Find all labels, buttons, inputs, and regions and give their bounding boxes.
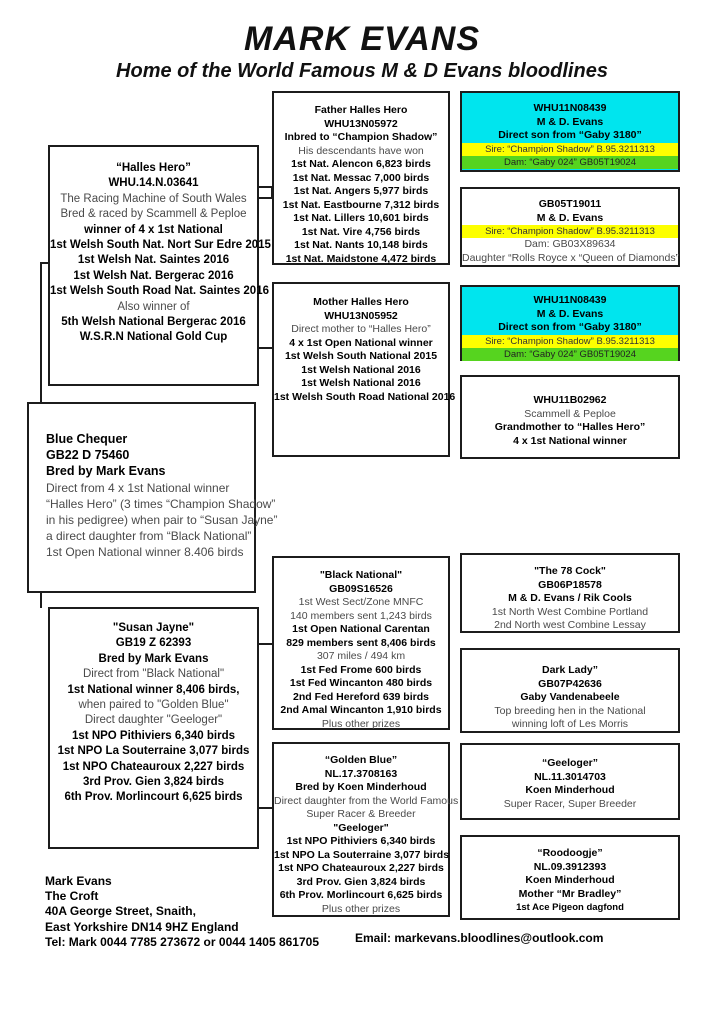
pedigree-line: 1st Nat. Angers 5,977 birds <box>293 185 429 197</box>
pedigree-line: M & D. Evans / Rik Cools <box>508 592 632 604</box>
contact-block <box>45 874 319 950</box>
pedigree-line: WHU.14.N.03641 <box>108 177 199 190</box>
pedigree-line: when paired to "Golden Blue" <box>78 699 229 712</box>
pedigree-line: 2nd North west Combine Lessay <box>494 619 646 631</box>
pedigree-line: "The 78 Cock" <box>534 565 606 577</box>
pedigree-line: 829 members sent 8,406 birds <box>286 636 436 649</box>
pedigree-box-the-78-cock <box>460 553 680 633</box>
pedigree-line: GB07P42636 <box>538 677 602 690</box>
pedigree-line: 1st Nat. Nants 10,148 birds <box>294 239 428 251</box>
pedigree-line: Plus other prizes <box>321 717 401 730</box>
pedigree-line: 1st Nat. Lillers 10,601 birds <box>293 212 429 224</box>
pedigree-line: 1st Nat. Vire 4,756 birds <box>301 225 421 238</box>
pedigree-box-susan-jayne <box>48 607 259 849</box>
pedigree-box-blue-chequer <box>27 402 278 593</box>
pedigree-line: 1st NPO La Souterraine 3,077 birds <box>57 745 250 758</box>
pedigree-box-dark-lady <box>460 648 680 733</box>
pedigree-line: Direct from 4 x 1st National winner <box>46 480 230 495</box>
pedigree-line: "Susan Jayne" <box>112 622 195 634</box>
pedigree-line: 5th Welsh National Bergerac 2016 <box>61 316 246 329</box>
pedigree-line: Mark Evans <box>45 874 112 888</box>
pedigree-line: GB06P18578 <box>538 578 602 591</box>
pedigree-line: winner of 4 x 1st National <box>84 223 223 236</box>
pedigree-line: 1st NPO Chateauroux 2,227 birds <box>62 760 245 773</box>
pedigree-line: Mother Halles Hero <box>313 296 409 308</box>
pedigree-line: “Roodoogje” <box>537 847 603 859</box>
pedigree-line: 1st Ace Pigeon dagfond <box>516 902 624 913</box>
pedigree-line: 1st Welsh South National 2015 <box>284 350 438 362</box>
pedigree-line: “Geeloger” <box>541 757 599 769</box>
pedigree-line: Scammell & Peploe <box>524 407 616 420</box>
pedigree-line: 3rd Prov. Gien 3,824 birds <box>296 875 426 888</box>
pedigree-line: Sire: “Champion Shadow” B.95.3211313 <box>462 335 678 348</box>
pedigree-line: 140 members sent 1,243 birds <box>290 609 432 622</box>
pedigree-box-gaby-son-mid <box>460 285 680 361</box>
pedigree-line: 1st NPO Chateauroux 2,227 birds <box>278 862 444 874</box>
pedigree-line: Super Racer, Super Breeder <box>503 797 637 810</box>
pedigree-line: in his pedigree) when pair to “Susan Jayne” <box>46 513 278 528</box>
pedigree-line: Direct from "Black National" <box>82 668 225 681</box>
pedigree-box-whu11b02962 <box>460 375 680 459</box>
pedigree-line: Mother “Mr Bradley” <box>518 887 622 900</box>
pedigree-line: 1st NPO La Souterraine 3,077 birds <box>274 848 450 861</box>
pedigree-line: Direct daughter from the World Famous <box>274 794 459 807</box>
pedigree-line: Sire: “Champion Shadow” B.95.3211313 <box>462 225 678 238</box>
pedigree-line: Blue Chequer <box>46 432 128 446</box>
pedigree-line: The Racing Machine of South Wales <box>60 192 247 205</box>
pedigree-line: 1st Welsh South Road National 2016 <box>274 390 456 403</box>
pedigree-line: Direct mother to “Halles Hero” <box>291 323 431 335</box>
pedigree-line: 1st Fed Frome 600 birds <box>300 663 422 676</box>
pedigree-line: WHU13N05972 <box>324 117 398 130</box>
pedigree-box-geeloger <box>460 743 680 820</box>
pedigree-line: 1st North West Combine Portland <box>491 605 649 618</box>
pedigree-line: Koen Minderhoud <box>525 874 615 886</box>
pedigree-line: Daughter “Rolls Royce x “Queen of Diamonds” <box>462 251 680 264</box>
pedigree-line: 1st Nat. Alencon 6,823 birds <box>291 158 431 170</box>
pedigree-line: WHU11N08439 <box>533 294 607 306</box>
pedigree-line: M & D. Evans <box>536 307 604 320</box>
pedigree-line: 1st NPO Pithiviers 6,340 birds <box>286 835 436 847</box>
pedigree-box-gaby-son-top <box>460 91 680 172</box>
pedigree-line: Direct son from “Gaby 3180” <box>498 321 642 333</box>
pedigree-line: 6th Prov. Morlincourt 6,625 birds <box>279 889 443 901</box>
pedigree-line: 1st Nat. Messac 7,000 birds <box>292 171 430 184</box>
pedigree-line: Bred & raced by Scammell & Peploe <box>60 208 247 221</box>
pedigree-line: GB22 D 75460 <box>46 448 130 463</box>
pedigree-line: 6th Prov. Morlincourt 6,625 birds <box>64 791 243 804</box>
pedigree-line: WHU11N08439 <box>533 102 607 114</box>
pedigree-line: "Black National" <box>319 569 403 581</box>
pedigree-line: Dam: GB03X89634 <box>524 238 616 250</box>
pedigree-line: WHU11B02962 <box>533 394 607 406</box>
pedigree-box-roodoogje <box>460 835 680 920</box>
pedigree-line: NL.17.3708163 <box>324 767 398 780</box>
pedigree-line: 1st Open National winner 8.406 birds <box>46 545 244 560</box>
pedigree-line: 307 miles / 494 km <box>316 650 406 662</box>
pedigree-line: NL.09.3912393 <box>533 860 607 873</box>
pedigree-line: GB09S16526 <box>329 582 393 595</box>
pedigree-line: Gaby Vandenabeele <box>520 691 620 703</box>
pedigree-line: Plus other prizes <box>321 902 401 915</box>
pedigree-line: 1st West Sect/Zone MNFC <box>298 596 424 608</box>
connector-susan-black <box>258 643 273 645</box>
connector-susan-golden <box>258 807 273 809</box>
pedigree-line: GB19 Z 62393 <box>115 637 192 650</box>
pedigree-line: M & D. Evans <box>536 115 604 128</box>
pedigree-line: a direct daughter from “Black National” <box>46 529 252 544</box>
pedigree-line: Bred by Koen Minderhoud <box>295 781 427 793</box>
pedigree-line: 1st Nat. Maidstone 4,472 birds <box>285 252 437 265</box>
pedigree-line: NL.11.3014703 <box>534 770 606 783</box>
pedigree-line: Direct daughter "Geeloger" <box>84 714 223 727</box>
page-title: MARK EVANS <box>243 20 481 58</box>
pedigree-line: 2nd Fed Hereford 639 birds <box>293 690 429 703</box>
pedigree-line: “Golden Blue” <box>324 754 398 766</box>
pedigree-line: His descendants have won <box>298 144 424 157</box>
pedigree-line: "Geeloger" <box>333 821 389 834</box>
pedigree-line: Bred by Mark Evans <box>98 652 209 665</box>
pedigree-box-father-halles-hero <box>272 91 450 265</box>
pedigree-line: 2nd Amal Wincanton 1,910 birds <box>280 704 442 716</box>
pedigree-line: 3rd Prov. Gien 3,824 birds <box>82 776 225 789</box>
pedigree-line: Tel: Mark 0044 7785 273672 or 0044 1405 861705 <box>45 934 319 949</box>
pedigree-line: 1st Welsh National 2016 <box>301 363 421 376</box>
pedigree-line: winning loft of Les Morris <box>511 718 629 730</box>
pedigree-line: 1st Welsh Nat. Bergerac 2016 <box>73 269 234 282</box>
pedigree-line: 1st Welsh South Nat. Nort Sur Edre 2015 <box>50 239 271 252</box>
pedigree-line: GB05T19011 <box>538 198 602 210</box>
pedigree-line: 1st Fed Wincanton 480 birds <box>289 677 433 689</box>
pedigree-line: Inbred to “Champion Shadow” <box>284 131 438 143</box>
pedigree-line: Also winner of <box>117 300 190 313</box>
contact-email: Email: markevans.bloodlines@outlook.com <box>355 931 604 945</box>
pedigree-line: The Croft <box>45 889 99 904</box>
pedigree-box-gb05t19011 <box>460 187 680 267</box>
pedigree-line: 1st Welsh Nat. Saintes 2016 <box>77 254 230 267</box>
pedigree-line: 1st NPO Pithiviers 6,340 birds <box>72 729 235 742</box>
pedigree-line: “Halles Hero” (3 times “Champion Shadow” <box>46 496 276 511</box>
pedigree-line: 40A George Street, Snaith, <box>45 904 196 919</box>
pedigree-line: W.S.R.N National Gold Cup <box>79 331 228 344</box>
pedigree-line: Direct son from “Gaby 3180” <box>498 129 642 141</box>
pedigree-line: 1st Welsh National 2016 <box>301 377 421 389</box>
pedigree-line: M & D. Evans <box>536 211 604 224</box>
pedigree-line: 4 x 1st Open National winner <box>289 336 433 349</box>
pedigree-line: WHU13N05952 <box>324 309 398 322</box>
pedigree-line: Bred by Mark Evans <box>46 464 166 479</box>
pedigree-box-mother-halles-hero <box>272 282 456 457</box>
pedigree-line: 4 x 1st National winner <box>513 434 627 447</box>
pedigree-line: Koen Minderhoud <box>525 784 615 796</box>
pedigree-line: Grandmother to “Halles Hero” <box>494 421 646 433</box>
pedigree-line: Super Racer & Breeder <box>306 808 416 820</box>
pedigree-line: Dam: “Gaby 024” GB05T19024 <box>462 348 678 361</box>
pedigree-line: “Halles Hero” <box>116 162 191 174</box>
pedigree-line: Top breeding hen in the National <box>494 704 646 717</box>
pedigree-line: Father Halles Hero <box>314 104 408 116</box>
pedigree-box-halles-hero <box>48 145 271 386</box>
pedigree-box-black-national <box>272 556 450 730</box>
pedigree-line: 1st Welsh South Road Nat. Saintes 2016 <box>50 285 269 298</box>
pedigree-line: Sire: “Champion Shadow” B.95.3211313 <box>462 143 678 156</box>
pedigree-line: Dark Lady” <box>541 664 599 676</box>
pedigree-line: Dam: “Gaby 024” GB05T19024 <box>462 156 678 169</box>
pedigree-line: 1st Open National Carentan <box>292 623 430 635</box>
pedigree-line: 1st National winner 8,406 birds, <box>67 683 240 696</box>
connector-halles-mother <box>258 347 273 349</box>
pedigree-line: 1st Nat. Eastbourne 7,312 birds <box>282 198 440 211</box>
page-subtitle: Home of the World Famous M & D Evans bloodlines <box>116 60 608 82</box>
pedigree-line: East Yorkshire DN14 9HZ England <box>45 919 239 934</box>
